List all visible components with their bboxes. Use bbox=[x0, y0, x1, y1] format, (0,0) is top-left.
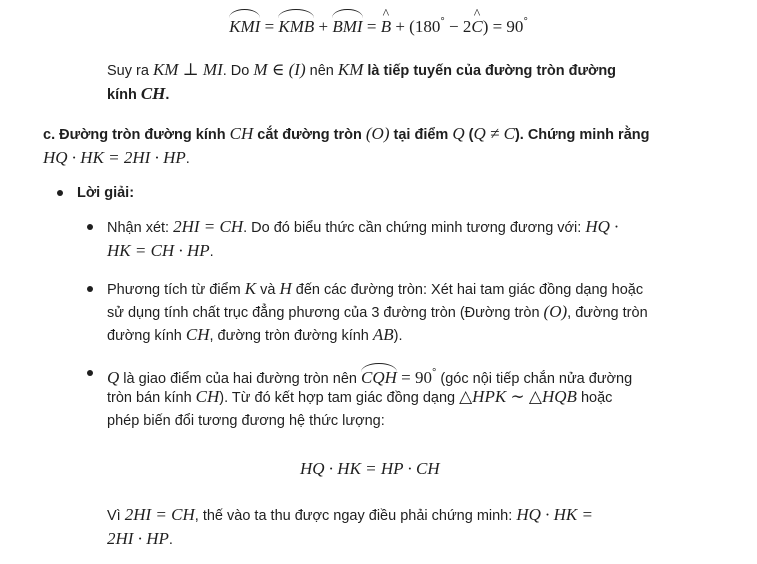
bold-text: là tiếp tuyến của đường tròn đường bbox=[363, 63, 617, 79]
text: hoặc bbox=[576, 390, 613, 406]
math: HQ · bbox=[585, 217, 619, 236]
math: CH bbox=[185, 325, 210, 344]
text: ). bbox=[393, 328, 403, 344]
equation-angle-sum bbox=[0, 8, 757, 42]
math: K bbox=[244, 279, 257, 298]
math: 2HI = CH bbox=[124, 505, 195, 524]
math: Q bbox=[107, 368, 120, 387]
item2-line1 bbox=[107, 278, 643, 301]
text: ). Chứng minh rằng bbox=[514, 127, 650, 143]
text: ( bbox=[464, 127, 474, 143]
text: Nhận xét: bbox=[107, 220, 174, 236]
angle-b: ^ B bbox=[381, 13, 391, 41]
math: CH bbox=[229, 124, 254, 143]
math: CH bbox=[140, 84, 166, 103]
heading-part-c-line2 bbox=[43, 147, 190, 170]
text: . Do đó biểu thức cần chứng minh tương đương với: bbox=[243, 220, 586, 236]
text: Vì bbox=[107, 508, 125, 524]
text: , đường tròn bbox=[567, 305, 648, 321]
item1-line1 bbox=[107, 216, 618, 239]
minus-2: − 2 bbox=[444, 17, 472, 36]
text: . bbox=[168, 532, 173, 548]
text: là giao điểm của hai đường tròn nên bbox=[119, 371, 361, 387]
equals-90: ) = 90 bbox=[482, 17, 524, 36]
text: ). Từ đó kết hợp tam giác đồng dạng bbox=[219, 390, 460, 406]
text: tại điểm bbox=[389, 127, 453, 143]
math: M ∈ (I) bbox=[253, 60, 306, 79]
final-line2 bbox=[107, 528, 173, 551]
arc-kmi: KMI bbox=[229, 13, 260, 41]
item2-line2 bbox=[107, 301, 648, 324]
arc-bmi: BMI bbox=[332, 13, 362, 41]
equals: = bbox=[260, 17, 279, 36]
math: (O) bbox=[365, 124, 390, 143]
bullet bbox=[87, 224, 93, 230]
text: . bbox=[209, 244, 214, 260]
text: Phương tích từ điểm bbox=[107, 282, 245, 298]
math: 2HI · HP bbox=[107, 529, 169, 548]
math: HQ · HK = HP · CH bbox=[300, 459, 440, 478]
para-conclusion-line2 bbox=[107, 83, 169, 106]
math: HQ · HK = bbox=[516, 505, 593, 524]
item3-line3: phép biến đổi tương đương hệ thức lượng: bbox=[107, 413, 385, 429]
bullet bbox=[87, 286, 93, 292]
arc-kmb: KMB bbox=[278, 13, 314, 41]
text: đường kính bbox=[107, 328, 186, 344]
bullet bbox=[87, 370, 93, 376]
bullet bbox=[57, 190, 63, 196]
math: Q ≠ C bbox=[473, 124, 515, 143]
math: △HPK ∼ △HQB bbox=[459, 387, 577, 406]
bold-text: kính bbox=[107, 87, 141, 103]
plus-180: + (180 bbox=[391, 17, 441, 36]
math: = 90 bbox=[396, 368, 432, 387]
text: , thế vào ta thu được ngay điều phải chứng minh: bbox=[194, 508, 517, 524]
math: KM bbox=[337, 60, 364, 79]
item2-line3 bbox=[107, 324, 403, 347]
degree: ° bbox=[431, 367, 437, 379]
item1-line2 bbox=[107, 240, 214, 263]
para-conclusion-line1 bbox=[107, 59, 616, 82]
math: 2HI = CH bbox=[173, 217, 244, 236]
arc-cqh: CQH bbox=[360, 368, 397, 387]
text: đến các đường tròn: Xét hai tam giác đồng dạng hoặc bbox=[291, 282, 644, 298]
math: KM ⊥ MI bbox=[152, 60, 223, 79]
math: AB bbox=[372, 325, 394, 344]
text: sử dụng tính chất trục đẳng phương của 3 đường tròn (Đường tròn bbox=[107, 305, 544, 321]
text: nên bbox=[305, 63, 338, 79]
math: Q bbox=[452, 124, 465, 143]
bold-text: . bbox=[165, 87, 170, 103]
math: CH bbox=[195, 387, 220, 406]
math: (O) bbox=[543, 302, 568, 321]
text: . Do bbox=[222, 63, 254, 79]
text: (góc nội tiếp chắn nửa đường bbox=[436, 371, 633, 387]
angle-c: ^ C bbox=[471, 13, 482, 41]
item3-line2 bbox=[107, 386, 612, 409]
math: HQ · HK = 2HI · HP bbox=[43, 148, 186, 167]
text: . bbox=[185, 151, 190, 167]
equation-product bbox=[300, 456, 440, 483]
math: HK = CH · HP bbox=[107, 241, 210, 260]
plus: + bbox=[314, 17, 333, 36]
equals: = bbox=[362, 17, 381, 36]
heading-part-c-line1 bbox=[43, 123, 649, 146]
solution-label: Lời giải: bbox=[77, 185, 135, 201]
text: Suy ra bbox=[107, 63, 153, 79]
text: , đường tròn đường kính bbox=[209, 328, 373, 344]
text: và bbox=[256, 282, 280, 298]
text: tròn bán kính bbox=[107, 390, 196, 406]
math: H bbox=[279, 279, 292, 298]
text: c. Đường tròn đường kính bbox=[43, 127, 230, 143]
degree: ° bbox=[440, 16, 445, 28]
degree: ° bbox=[523, 16, 528, 28]
text: cắt đường tròn bbox=[253, 127, 366, 143]
final-line1 bbox=[107, 504, 593, 527]
